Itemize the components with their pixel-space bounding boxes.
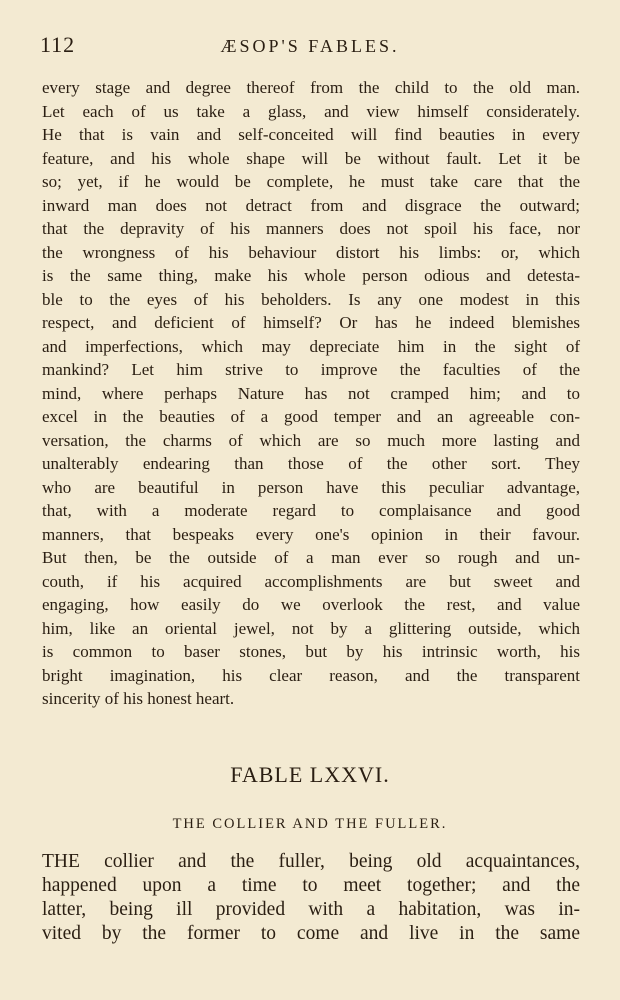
page-number: 112 [40,32,76,57]
text-line: latter, being ill provided with a habitation, was in- [42,899,580,920]
text-line: sincerity of his honest heart. [42,689,235,708]
text-line: that the depravity of his manners does not spoil his face, nor [42,219,580,238]
fable-subtitle: THE COLLIER AND THE FULLER. [172,816,448,832]
text-line: who are beautiful in person have this peculiar advantage, [42,477,580,497]
text-line: him, like an oriental jewel, not by a glittering outside, which [42,618,580,638]
running-title: ÆSOP'S FABLES. [220,36,400,56]
text-line: so; yet, if he would be complete, he must take care that the [42,172,580,191]
text-line: every stage and degree thereof from the child to the old man. [42,78,580,97]
text-line: couth, if his acquired accomplishments are but sweet and [42,571,580,591]
text-line: THE collier and the fuller, being old acquaintances, [42,851,580,872]
text-line: versation, the charms of which are so much more lasting and [42,430,580,450]
text-line: unalterably endearing than those of the other sort. They [42,454,580,473]
text-line: He that is vain and self-conceited will find beauties in every [42,125,580,144]
text-line: mind, where perhaps Nature has not cramped him; and to [42,383,580,403]
body-paragraph [42,76,580,711]
text-line: and imperfections, which may depreciate him in the sight of [42,336,580,356]
text-line: happened upon a time to meet together; and the [42,875,580,896]
text-line: mankind? Let him strive to improve the faculties of the [42,360,580,379]
text-line: that, with a moderate regard to complaisance and good [42,501,580,520]
page-header [40,32,580,60]
text-line: vited by the former to come and live in the same [42,923,580,944]
text-line: the wrongness of his behaviour distort his limbs: or, which [42,242,580,262]
text-line: bright imagination, his clear reason, and the transparent [42,665,580,685]
text-line: is the same thing, make his whole person odious and detesta- [42,266,580,285]
text-line: respect, and deficient of himself? Or has he indeed blemishes [42,313,580,332]
fable-paragraph [42,850,580,946]
text-line: inward man does not detract from and disgrace the outward; [42,195,580,215]
text-line: excel in the beauties of a good temper and an agreeable con- [42,407,580,426]
text-line: But then, be the outside of a man ever so rough and un- [42,548,580,567]
fable-title: FABLE LXXVI. [230,762,390,787]
text-line: manners, that bespeaks every one's opinion in their favour. [42,524,580,544]
text-line: Let each of us take a glass, and view himself considerately. [42,101,580,121]
text-line: ble to the eyes of his beholders. Is any one modest in this [42,289,580,309]
text-line: engaging, how easily do we overlook the rest, and value [42,595,580,614]
text-line: is common to baser stones, but by his intrinsic worth, his [42,642,580,661]
text-line: feature, and his whole shape will be without fault. Let it be [42,148,580,168]
